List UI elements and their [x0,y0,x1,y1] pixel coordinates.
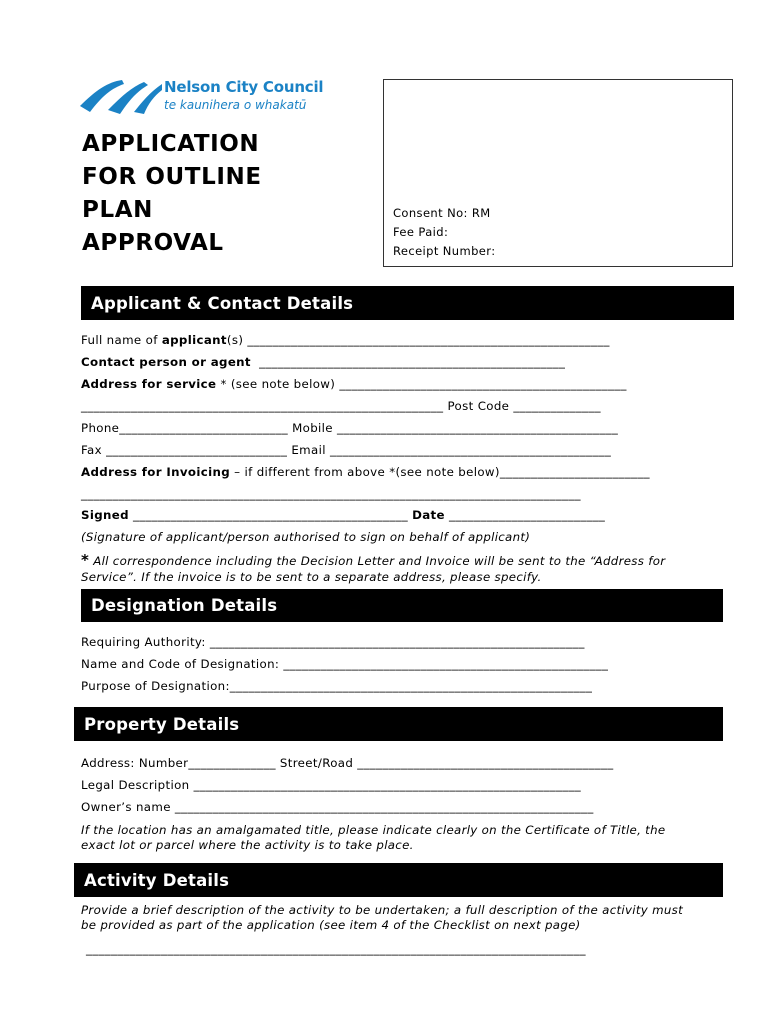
signed-label: Signed [81,508,129,522]
office-use-box [383,79,733,267]
applicant-name-field[interactable] [81,333,610,348]
title-line: APPLICATION [82,131,260,157]
signed-date-field[interactable] [81,508,605,523]
date-label: Date [412,508,445,522]
contact-person-label: Contact person or agent [81,355,251,369]
designation-purpose-field[interactable]: Purpose of Designation:__________________________________________________________ [81,679,593,693]
address-invoicing-line2[interactable]: ________________________________________________________________________________ [81,487,581,501]
date-line: _________________________ [444,508,606,522]
title-line: FOR OUTLINE [82,164,262,190]
legal-description-field[interactable]: Legal Description ______________________________________________________________ [81,778,582,792]
activity-description-line1: Provide a brief description of the activity to be undertaken; a full description of the activity must [81,903,684,917]
receipt-number-label: Receipt Number: [393,244,496,258]
activity-description-field[interactable]: ________________________________________________________________________________ [86,942,586,956]
signature-note: (Signature of applicant/person authorised to sign on behalf of applicant) [81,530,531,544]
address-service-field[interactable] [81,377,627,392]
page-title [82,128,362,260]
title-line: APPROVAL [82,230,224,256]
correspondence-note-line2: Service”. If the invoice is to be sent to a separate address, please specify. [81,570,542,584]
owner-name-field[interactable]: Owner’s name ___________________________________________________________________ [81,800,594,814]
property-address-field[interactable]: Address: Number______________ Street/Road _________________________________________ [81,756,614,770]
correspondence-note-line1 [81,553,665,569]
requiring-authority-field[interactable]: Requiring Authority: ____________________________________________________________ [81,635,585,649]
section-activity-header: Activity Details [74,863,723,897]
activity-description-line2: be provided as part of the application (see item 4 of the Checklist on next page) [81,918,581,932]
address-invoicing-line: – if different from above *(see note below)________________________ [230,465,650,479]
council-logo [78,76,348,120]
designation-name-code-field[interactable]: Name and Code of Designation: ____________________________________________________ [81,657,609,671]
signed-line: ____________________________________________ [128,508,413,522]
applicant-name-label-pre: Full name of [81,333,162,347]
asterisk-icon: * [81,551,90,569]
address-invoicing-field[interactable] [81,465,650,480]
property-note-line1: If the location has an amalgamated title, please indicate clearly on the Certificate of Title, the [81,823,666,837]
address-service-line: * (see note below) ______________________________________________ [216,377,627,391]
fee-paid-label: Fee Paid: [393,225,449,239]
phone-mobile-field[interactable]: Phone___________________________ Mobile _____________________________________________ [81,421,619,435]
applicant-name-label-bold: applicant [161,333,227,347]
address-service-label: Address for service [81,377,217,391]
section-applicant-header: Applicant & Contact Details [81,286,734,320]
contact-person-line: _________________________________________________ [259,355,566,369]
correspondence-note-text: All correspondence including the Decision Letter and Invoice will be sent to the “Address for [89,554,666,568]
nelson-wave-logo-icon [78,76,162,116]
title-line: PLAN [82,197,153,223]
contact-person-field[interactable] [81,355,565,370]
consent-no-label: Consent No: RM [393,206,491,220]
logo-name: Nelson City Council [164,78,324,96]
section-designation-header: Designation Details [81,589,723,622]
property-note-line2: exact lot or parcel where the activity is to take place. [81,838,414,852]
applicant-name-line: (s) __________________________________________________________ [226,333,610,347]
address-invoicing-label: Address for Invoicing [81,465,231,479]
fax-email-field[interactable]: Fax _____________________________ Email _____________________________________________ [81,443,612,457]
address-postcode-field[interactable]: __________________________________________________________ Post Code ______________ [81,399,601,413]
section-property-header: Property Details [74,707,723,741]
logo-maori-name: te kaunihera o whakatū [164,98,307,112]
